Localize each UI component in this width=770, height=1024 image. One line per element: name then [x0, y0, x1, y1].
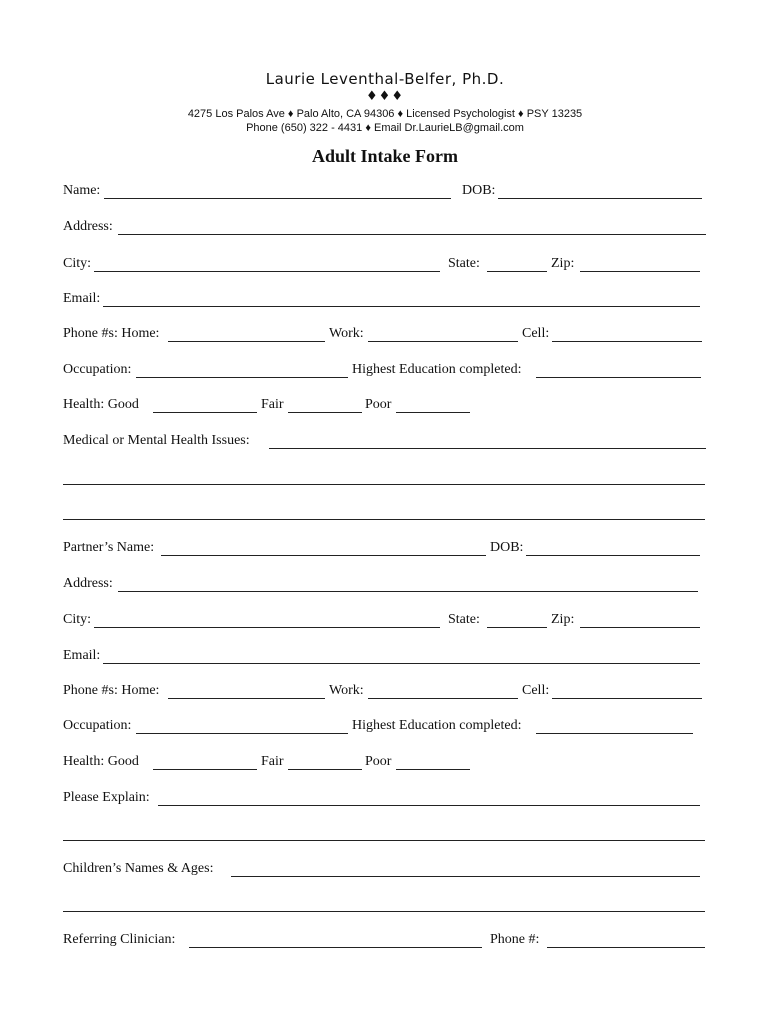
issues-label: Medical or Mental Health Issues:: [63, 433, 250, 448]
explain-label: Please Explain:: [63, 790, 150, 805]
form-title: Adult Intake Form: [311, 146, 458, 166]
address-label: Address:: [63, 219, 113, 234]
partner-dob-field[interactable]: [526, 555, 700, 556]
partner-education-label: Highest Education completed:: [352, 718, 522, 733]
occupation-label: Occupation:: [63, 362, 132, 377]
state-label: State:: [448, 256, 480, 271]
partner-health-good-field[interactable]: [153, 769, 257, 770]
phone-home-field[interactable]: [168, 341, 325, 342]
issues-extra-line-2[interactable]: [63, 519, 705, 520]
explain-row: [63, 790, 706, 810]
partner-address-row: [63, 576, 706, 596]
zip-label: Zip:: [551, 256, 575, 271]
partner-education-field[interactable]: [536, 733, 693, 734]
partner-phone-cell-field[interactable]: [552, 698, 702, 699]
phone-home-label: Phone #s: Home:: [63, 326, 160, 341]
issues-field[interactable]: [269, 448, 706, 449]
partner-address-label: Address:: [63, 576, 113, 591]
issues-extra-line-1[interactable]: [63, 484, 705, 485]
partner-occupation-label: Occupation:: [63, 718, 132, 733]
name-field[interactable]: [104, 198, 451, 199]
city-field[interactable]: [94, 271, 440, 272]
city-label: City:: [63, 256, 92, 271]
children-field[interactable]: [231, 876, 700, 877]
zip-field[interactable]: [580, 271, 700, 272]
health-poor-label: Poor: [365, 397, 392, 412]
state-field[interactable]: [487, 271, 547, 272]
partner-city-row: [63, 612, 706, 632]
children-extra-line[interactable]: [63, 911, 705, 912]
health-good-field[interactable]: [153, 412, 257, 413]
partner-occupation-row: [63, 718, 706, 738]
health-fair-label: Fair: [261, 397, 284, 412]
health-row: [63, 397, 706, 417]
phone-work-field[interactable]: [368, 341, 518, 342]
partner-health-good-label: Health: Good: [63, 754, 139, 769]
partner-state-field[interactable]: [487, 627, 547, 628]
dob-label: DOB:: [462, 183, 496, 198]
partner-health-fair-label: Fair: [261, 754, 284, 769]
partner-dob-label: DOB:: [490, 540, 524, 555]
letterhead-contact: Phone (650) 322 - 4431 ♦ Email Dr.LaurieLB@gmail.com: [246, 122, 524, 134]
referring-row: [63, 932, 706, 952]
health-fair-field[interactable]: [288, 412, 362, 413]
partner-name-field[interactable]: [161, 555, 486, 556]
partner-zip-field[interactable]: [580, 627, 700, 628]
partner-email-field[interactable]: [103, 663, 700, 664]
health-poor-field[interactable]: [396, 412, 470, 413]
referring-phone-field[interactable]: [547, 947, 705, 948]
partner-phone-home-field[interactable]: [168, 698, 325, 699]
partner-email-label: Email:: [63, 648, 101, 663]
partner-phone-row: [63, 683, 706, 703]
education-label: Highest Education completed:: [352, 362, 522, 377]
city-row: [63, 256, 706, 276]
letterhead-name: Laurie Leventhal-Belfer, Ph.D.: [265, 70, 505, 88]
children-label: Children’s Names & Ages:: [63, 861, 214, 876]
email-row: [63, 291, 706, 311]
partner-phone-home-label: Phone #s: Home:: [63, 683, 160, 698]
partner-health-fair-field[interactable]: [288, 769, 362, 770]
partner-email-row: [63, 648, 706, 668]
referring-field[interactable]: [189, 947, 482, 948]
partner-address-field[interactable]: [118, 591, 698, 592]
partner-health-poor-field[interactable]: [396, 769, 470, 770]
referring-label: Referring Clinician:: [63, 932, 176, 947]
name-row: [63, 183, 706, 203]
dob-field[interactable]: [498, 198, 702, 199]
issues-row: [63, 433, 706, 453]
partner-health-row: [63, 754, 706, 774]
partner-zip-label: Zip:: [551, 612, 575, 627]
partner-phone-work-label: Work:: [329, 683, 364, 698]
phone-row: [63, 326, 706, 346]
phone-cell-field[interactable]: [552, 341, 702, 342]
partner-name-label: Partner’s Name:: [63, 540, 155, 555]
explain-field[interactable]: [158, 805, 700, 806]
partner-phone-cell-label: Cell:: [522, 683, 550, 698]
letterhead-diamonds: ♦♦♦: [366, 89, 404, 104]
phone-work-label: Work:: [329, 326, 364, 341]
children-row: [63, 861, 706, 881]
referring-phone-label: Phone #:: [490, 932, 540, 947]
occupation-field[interactable]: [136, 377, 348, 378]
partner-occupation-field[interactable]: [136, 733, 348, 734]
partner-name-row: [63, 540, 706, 560]
email-field[interactable]: [103, 306, 700, 307]
address-field[interactable]: [118, 234, 706, 235]
partner-city-label: City:: [63, 612, 92, 627]
email-label: Email:: [63, 291, 101, 306]
occupation-row: [63, 362, 706, 382]
phone-cell-label: Cell:: [522, 326, 550, 341]
explain-extra-line[interactable]: [63, 840, 705, 841]
partner-city-field[interactable]: [94, 627, 440, 628]
partner-phone-work-field[interactable]: [368, 698, 518, 699]
education-field[interactable]: [536, 377, 701, 378]
letterhead-address: 4275 Los Palos Ave ♦ Palo Alto, CA 94306 ♦ Licensed Psychologist ♦ PSY 13235: [187, 108, 583, 120]
address-row: [63, 219, 706, 239]
health-good-label: Health: Good: [63, 397, 139, 412]
partner-health-poor-label: Poor: [365, 754, 392, 769]
name-label: Name:: [63, 183, 101, 198]
partner-state-label: State:: [448, 612, 480, 627]
